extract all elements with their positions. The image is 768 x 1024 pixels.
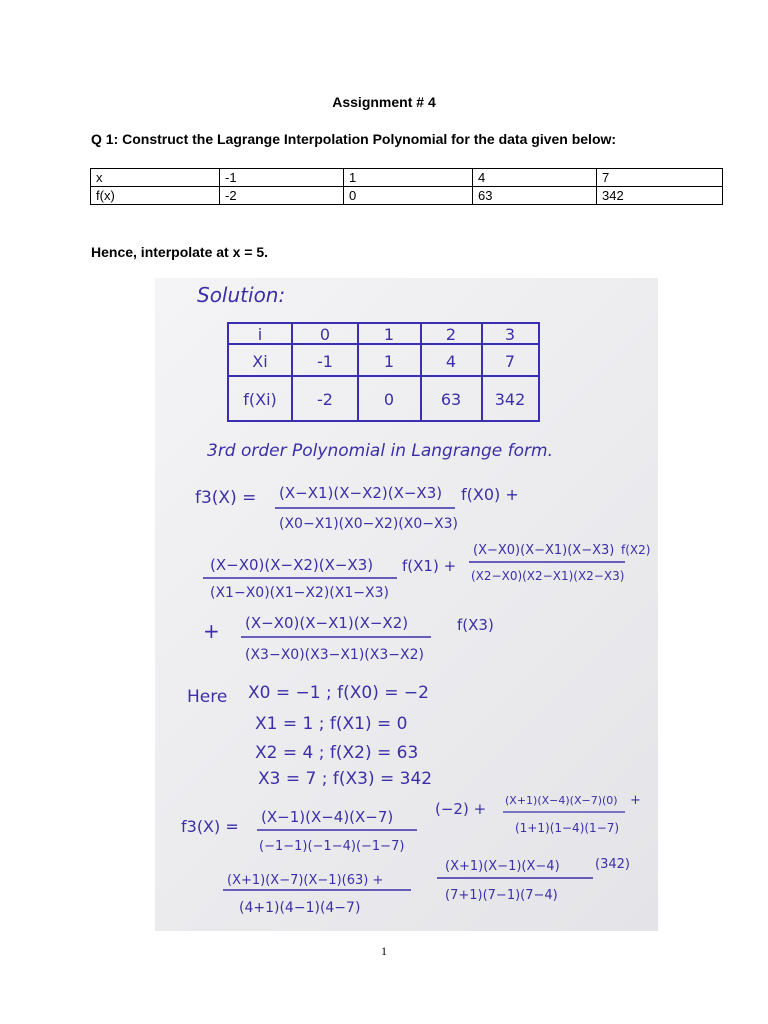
sub4-tail: (342)	[595, 857, 630, 872]
table-cell: 63	[473, 187, 597, 205]
sub2-numerator: (X+1)(X−4)(X−7)(0)	[505, 794, 618, 807]
hw-table-cell: 4	[445, 352, 457, 371]
hence-text: Hence, interpolate at x = 5.	[91, 244, 269, 260]
handwritten-solution-photo	[155, 278, 658, 931]
hw-table-cell: 0	[319, 325, 331, 344]
hw-table-cell: 2	[445, 325, 457, 344]
hw-table-cell: -1	[317, 352, 333, 371]
hw-table-cell: 1	[383, 325, 395, 344]
term3-tail: f(X2)	[621, 543, 651, 557]
term1-tail: f(X0) +	[461, 485, 519, 504]
term1-denominator: (X0−X1)(X0−X2)(X0−X3)	[279, 516, 458, 532]
table-cell: 4	[473, 169, 597, 187]
sub2-denominator: (1+1)(1−4)(1−7)	[515, 821, 620, 835]
term4-numerator: (X−X0)(X−X1)(X−X2)	[245, 614, 409, 632]
hw-table-cell: 1	[383, 352, 395, 371]
here-label: Here	[187, 687, 228, 707]
order-line: 3rd order Polynomial in Langrange form.	[207, 441, 554, 461]
here-line: X3 = 7 ; f(X3) = 342	[258, 769, 433, 789]
table-cell: f(x)	[91, 187, 220, 205]
table-cell: -2	[220, 187, 344, 205]
f3-lhs: f3(X) =	[195, 488, 257, 508]
assignment-title: Assignment # 4	[332, 94, 436, 110]
term2-tail: f(X1) +	[402, 557, 457, 575]
sub1-tail: (−2) +	[435, 800, 487, 818]
table-row	[91, 169, 723, 187]
hw-table-cell: i	[257, 325, 263, 344]
handwritten-solution	[155, 278, 658, 931]
hw-table-cell: -2	[317, 390, 333, 409]
table-cell: x	[91, 169, 220, 187]
hw-table-cell: 0	[383, 390, 395, 409]
table-row	[91, 187, 723, 205]
sub4-numerator: (X+1)(X−1)(X−4)	[445, 859, 560, 874]
table-cell: 342	[597, 187, 723, 205]
hw-table-cell: 3	[504, 325, 516, 344]
sub3-numerator: (X+1)(X−7)(X−1)(63) +	[227, 873, 384, 888]
question-text: Q 1: Construct the Lagrange Interpolation Polynomial for the data given below:	[91, 131, 617, 147]
term1-numerator: (X−X1)(X−X2)(X−X3)	[279, 484, 443, 502]
substitution-lhs: f3(X) =	[181, 817, 239, 836]
term3-denominator: (X2−X0)(X2−X1)(X2−X3)	[471, 569, 625, 583]
sub2-tail: +	[630, 793, 641, 808]
table-cell: 7	[597, 169, 723, 187]
term2-numerator: (X−X0)(X−X2)(X−X3)	[210, 556, 374, 574]
here-line: X0 = −1 ; f(X0) = −2	[248, 683, 429, 703]
term4-tail: f(X3)	[457, 616, 494, 634]
sub4-denominator: (7+1)(7−1)(7−4)	[445, 888, 558, 903]
table-cell: 0	[344, 187, 473, 205]
hw-table-cell: Xi	[252, 352, 268, 371]
sub1-denominator: (−1−1)(−1−4)(−1−7)	[259, 839, 405, 854]
hw-table-cell: 7	[504, 352, 516, 371]
plus-sign: +	[203, 619, 220, 643]
here-line: X2 = 4 ; f(X2) = 63	[255, 743, 419, 763]
solution-heading: Solution:	[197, 283, 286, 307]
sub1-numerator: (X−1)(X−4)(X−7)	[261, 808, 394, 826]
sub3-denominator: (4+1)(4−1)(4−7)	[239, 900, 361, 916]
hw-table-cell: 63	[440, 390, 462, 409]
hw-table-cell: 342	[494, 390, 526, 409]
here-line: X1 = 1 ; f(X1) = 0	[255, 714, 408, 734]
term4-denominator: (X3−X0)(X3−X1)(X3−X2)	[245, 647, 424, 663]
data-table	[90, 168, 723, 205]
table-cell: 1	[344, 169, 473, 187]
table-cell: -1	[220, 169, 344, 187]
term2-denominator: (X1−X0)(X1−X2)(X1−X3)	[210, 585, 389, 601]
hw-table-cell: f(Xi)	[243, 390, 277, 409]
page-number: 1	[381, 944, 387, 958]
term3-numerator: (X−X0)(X−X1)(X−X3)	[473, 543, 615, 558]
